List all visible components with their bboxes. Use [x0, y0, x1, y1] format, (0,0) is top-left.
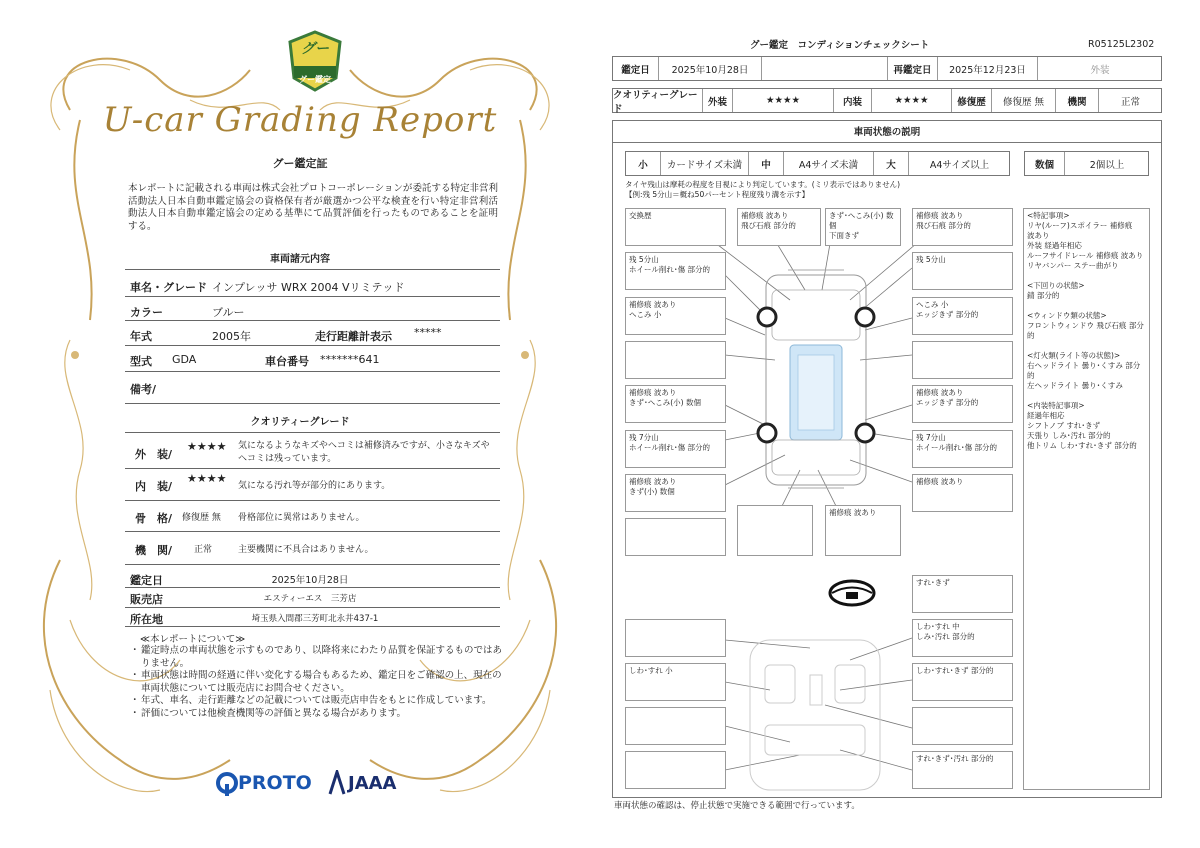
spacer: [1027, 391, 1146, 401]
quality-engine-label: 機 関/: [135, 544, 173, 557]
info-shop-value: エスティーエス 三芳店: [263, 594, 357, 604]
about-item: ・ 鑑定時点の車両状態を示すものであり、以降将来にわたり品質を保証するものではありません。: [130, 645, 503, 669]
spec-model-value: GDA: [172, 353, 197, 366]
quality-frame-value: 修復歴 無: [182, 513, 221, 523]
tire-note-1: タイヤ残山は摩耗の程度を目視により判定しています。(ミリ表示ではありません): [625, 180, 901, 189]
proto-logo-text: PROTO: [238, 772, 312, 794]
side-note-line: 波あり: [1027, 231, 1050, 240]
note-box: 補修痕 波あり 飛び石痕 部分的: [737, 208, 821, 246]
info-date-label: 鑑定日: [130, 574, 163, 587]
quality-int-stars: ★★★★: [187, 472, 227, 485]
spec-year-label: 年式: [130, 330, 152, 343]
spec-color-label: カラー: [130, 306, 163, 319]
divider: [125, 564, 500, 565]
side-note-line: リヤバンパー ステー曲がり: [1027, 261, 1119, 270]
badge-text: グー: [301, 41, 329, 57]
spec-model-label: 型式: [130, 355, 152, 368]
side-note-line: <特記事項>: [1027, 211, 1070, 220]
repair-value: 修復歴 無: [992, 89, 1056, 112]
sheet-footer: 車両状態の確認は、停止状態で実施できる範囲で行っています。: [614, 801, 860, 811]
size-large-label: 大: [874, 152, 909, 175]
quality-engine-value: 正常: [194, 545, 213, 555]
spec-color-value: ブルー: [212, 306, 245, 319]
divider: [125, 432, 500, 433]
certificate-title: グー鑑定証: [272, 157, 328, 170]
size-mid-label: 中: [749, 152, 784, 175]
spacer: [1027, 271, 1146, 281]
interior-note-box: しわ･すれ 中 しみ･汚れ 部分的: [912, 619, 1013, 657]
divider: [125, 345, 500, 346]
divider: [125, 403, 500, 404]
spec-name-label: 車名・グレード: [130, 281, 207, 294]
section-title: 車両状態の説明: [612, 120, 1162, 143]
side-note-line: 経過年相応: [1027, 411, 1065, 420]
interior-note-box: すれ･きず: [912, 575, 1013, 613]
about-item: ・ 評価については他検査機関等の評価と異なる場合があります。: [130, 707, 407, 719]
side-note-line: 天張り しみ･汚れ 部分的: [1027, 431, 1111, 440]
condition-check-sheet: [600, 0, 1200, 848]
quality-engine-text: 主要機関に不具合はありません。: [238, 545, 374, 555]
spacer: [1027, 301, 1146, 311]
redate-label: 再鑑定日: [888, 57, 938, 80]
interior-note-box: [625, 619, 726, 657]
interior-note-box: [625, 707, 726, 745]
interior-note-box: [625, 751, 726, 789]
interior-note-box: しわ･すれ･きず 部分的: [912, 663, 1013, 701]
divider: [125, 626, 500, 627]
info-date-value: 2025年10月28日: [271, 575, 349, 586]
date-value: 2025年10月28日: [659, 57, 762, 80]
about-list: [125, 645, 506, 720]
quality-ext-stars: ★★★★: [187, 440, 227, 453]
interior-note-box: しわ･すれ 小: [625, 663, 726, 701]
note-box: きず･へこみ(小) 数個 下面きず: [825, 208, 901, 246]
side-note-line: 右ヘッドライト 曇り･くすみ 部分的: [1027, 361, 1141, 380]
int-label: 内装: [834, 89, 872, 112]
badge-label: グー鑑定: [299, 75, 331, 84]
note-box: [912, 341, 1013, 379]
report-title: U-car Grading Report: [102, 100, 498, 140]
count-label: 数個: [1025, 152, 1065, 175]
quality-ext-text: 気になるようなキズやヘコミは補修済みですが、小さなキズやヘコミは残っています。: [238, 441, 490, 464]
divider: [125, 468, 500, 469]
jaaa-logo-text: JAAA: [348, 773, 397, 794]
divider: [125, 371, 500, 372]
jaaa-logo-icon: [328, 770, 346, 796]
note-box: 補修痕 波あり へこみ 小: [625, 297, 726, 335]
divider: [125, 320, 500, 321]
spacer: [1027, 341, 1146, 351]
about-item: ・ 年式、車名、走行距離などの記載については販売店申告をもとに作成しています。: [130, 695, 492, 706]
size-mid-desc: A4サイズ未満: [784, 152, 874, 175]
size-small-label: 小: [626, 152, 661, 175]
side-note-line: <内装特記事項>: [1027, 401, 1085, 410]
side-note-line: <灯火類(ライト等の状態)>: [1027, 351, 1121, 360]
sheet-title: グー鑑定 コンディションチェックシート: [750, 40, 930, 51]
quality-ext-label: 外 装/: [135, 448, 173, 461]
repair-label: 修復歴: [952, 89, 992, 112]
side-note-line: 外装 経過年相応: [1027, 241, 1082, 250]
ext-label: 外装: [703, 89, 733, 112]
note-box: [625, 518, 726, 556]
side-note-line: 左ヘッドライト 曇り･くすみ: [1027, 381, 1123, 390]
note-box: 補修痕 波あり: [912, 474, 1013, 512]
spec-chassis-label: 車台番号: [265, 355, 309, 368]
grade-label: クオリティーグレード: [613, 89, 703, 112]
tire-note-2: 【例:残 5分山＝概ね50パーセント程度残り溝を示す】: [625, 190, 810, 199]
side-note-line: 他トリム しわ･すれ･きず 部分的: [1027, 441, 1137, 450]
engine-label: 機関: [1056, 89, 1099, 112]
size-small-desc: カードサイズ未満: [661, 152, 749, 175]
spec-chassis-value: *******641: [320, 353, 380, 366]
side-note-line: リヤ(ルーフ)スポイラー 補修痕: [1027, 221, 1133, 230]
spec-mileage-label: 走行距離計表示: [315, 330, 392, 343]
quality-int-text: 気になる汚れ等が部分的にあります。: [238, 481, 391, 491]
side-note-line: ルーフサイドレール 補修痕 波あり: [1027, 251, 1144, 260]
divider: [125, 268, 500, 270]
about-title: ≪本レポートについて≫: [140, 634, 246, 645]
info-addr-value: 埼玉県入間郡三芳町北永井437-1: [251, 614, 379, 624]
side-note-line: シフトノブ すれ･きず: [1027, 421, 1101, 430]
side-note-line: フロントウィンドウ 飛び石痕 部分的: [1027, 321, 1144, 340]
note-box: 残 7分山 ホイール削れ･傷 部分的: [625, 430, 726, 468]
note-box: [625, 341, 726, 379]
certificate-body: 本レポートに記載される車両は株式会社プロトコーポレーションが委託する特定非営利活動法人日本自動車鑑定協会の資格保有者が厳選かつ公平な検査を行い特定非営利活動法人日本自動車鑑定協会の定める基準にて品質評価を行ったものであることを証明する。: [128, 183, 498, 232]
date-label: 鑑定日: [613, 57, 659, 80]
note-box: へこみ 小 エッジきず 部分的: [912, 297, 1013, 335]
spec-year-value: 2005年: [212, 330, 251, 343]
quality-int-label: 内 装/: [135, 480, 173, 493]
count-desc: 2個以上: [1089, 159, 1125, 171]
note-box: 残 5分山: [912, 252, 1013, 290]
info-addr-label: 所在地: [130, 613, 163, 626]
quality-frame-label: 骨 格/: [135, 512, 173, 525]
divider: [125, 500, 500, 501]
note-box: [737, 505, 813, 556]
divider: [125, 587, 500, 588]
size-large-desc: A4サイズ以上: [929, 159, 990, 171]
sheet-id: R05125L2302: [1088, 39, 1155, 50]
interior-note-box: [912, 707, 1013, 745]
side-note-line: <下回りの状態>: [1027, 281, 1085, 290]
spec-note-label: 備考/: [130, 383, 157, 396]
note-box: 交換歴: [625, 208, 726, 246]
note-box: 残 5分山 ホイール削れ･傷 部分的: [625, 252, 726, 290]
divider: [125, 531, 500, 532]
engine-value: 正常: [1120, 96, 1140, 108]
interior-note-box: すれ･きず･汚れ 部分的: [912, 751, 1013, 789]
quality-section-title: クオリティーグレード: [250, 417, 350, 428]
note-box: 残 7分山 ホイール削れ･傷 部分的: [912, 430, 1013, 468]
note-box: 補修痕 波あり きず･へこみ(小) 数個: [625, 385, 726, 423]
note-box: 補修痕 波あり 飛び石痕 部分的: [912, 208, 1013, 246]
note-box: 補修痕 波あり: [825, 505, 901, 556]
special-notes-panel: [1023, 208, 1150, 790]
side-label: 外装: [1090, 64, 1110, 76]
spec-section-title: 車両諸元内容: [270, 254, 330, 265]
divider: [125, 607, 500, 608]
about-item: ・ 車両状態は時間の経過に伴い変化する場合もあるため、鑑定日をご確認の上、現在の車両状態については販売店にお問合せください。: [130, 670, 502, 694]
note-box: 補修痕 波あり きず(小) 数個: [625, 474, 726, 512]
side-note-line: 錆 部分的: [1027, 291, 1060, 300]
quality-frame-text: 骨格部位に異常はありません。: [238, 513, 365, 523]
int-stars: ★★★★: [872, 89, 952, 112]
redate-value: 2025年12月23日: [938, 57, 1038, 80]
note-box: 補修痕 波あり エッジきず 部分的: [912, 385, 1013, 423]
proto-logo-icon: [216, 772, 238, 796]
ext-stars: ★★★★: [733, 89, 834, 112]
info-shop-label: 販売店: [130, 593, 163, 606]
spec-mileage-value: *****: [414, 326, 442, 339]
side-note-line: <ウィンドウ類の状態>: [1027, 311, 1107, 320]
spec-name-value: インプレッサ WRX 2004 Vリミテッド: [212, 281, 405, 294]
divider: [125, 296, 500, 297]
